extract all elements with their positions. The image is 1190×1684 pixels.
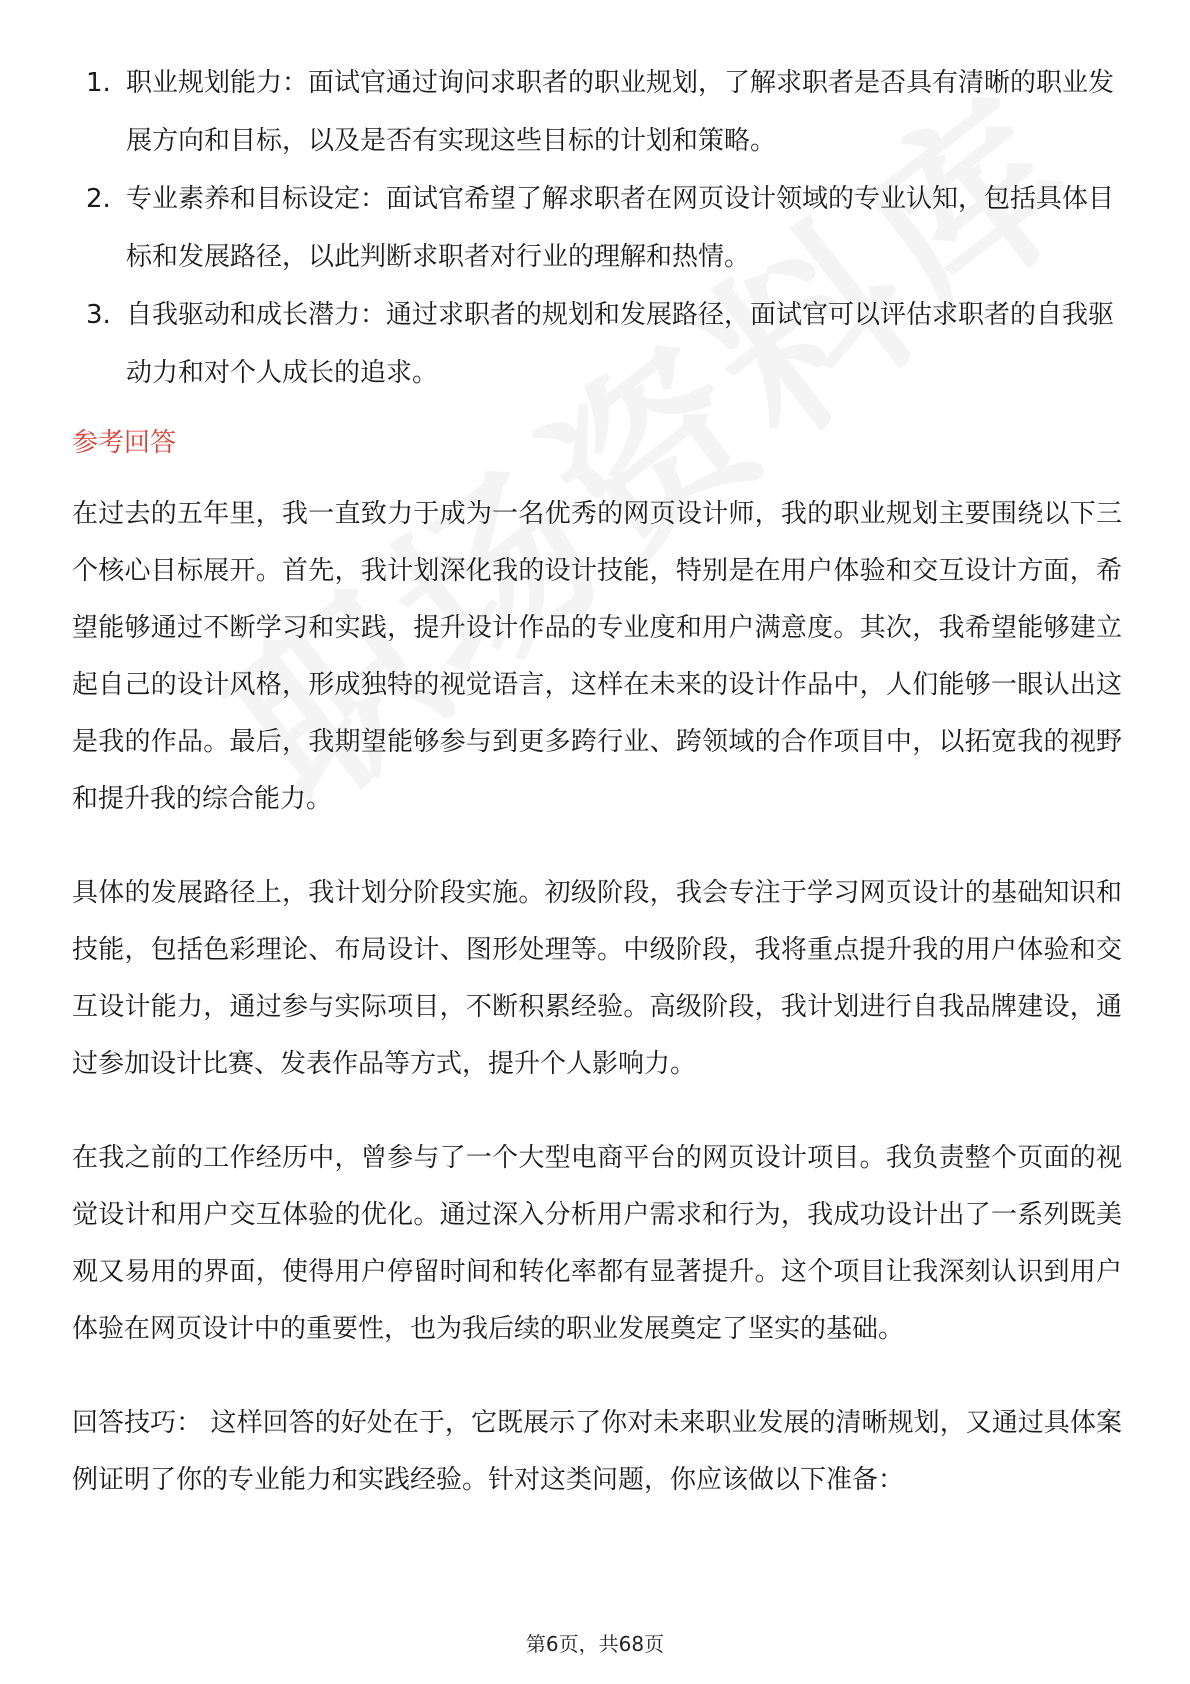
list-marker: 1.	[86, 68, 111, 98]
list-item-text: 职业规划能力：面试官通过询问求职者的职业规划，了解求职者是否具有清晰的职业发展方向和目标，以及是否有实现这些目标的计划和策略。	[126, 68, 1115, 156]
answer-paragraph: 在过去的五年里，我一直致力于成为一名优秀的网页设计师，我的职业规划主要围绕以下三个核心目标展开。首先，我计划深化我的设计技能，特别是在用户体验和交互设计方面，希望能够通过不断学习和实践，提升设计作品的专业度和用户满意度。其次，我希望能够建立起自己的设计风格，形成独特的视觉语言，这样在未来的设计作品中，人们能够一眼认出这是我的作品。最后，我期望能够参与到更多跨行业、跨领域的合作项目中，以拓宽我的视野和提升我的综合能力。	[72, 499, 1122, 814]
page-content	[72, 54, 1122, 1546]
list-item	[72, 286, 1122, 402]
tips-paragraph: 回答技巧： 这样回答的好处在于，它既展示了你对未来职业发展的清晰规划，又通过具体案例证明了你的专业能力和实践经验。针对这类问题，你应该做以下准备：	[72, 1408, 1122, 1495]
section-title: 参考回答	[72, 428, 177, 458]
list-item-text: 专业素养和目标设定：面试官希望了解求职者在网页设计领域的专业认知，包括具体目标和发展路径，以此判断求职者对行业的理解和热情。	[126, 184, 1115, 272]
numbered-list	[72, 54, 1122, 402]
page-footer: 第6页，共68页	[525, 1632, 665, 1656]
list-marker: 3.	[86, 300, 111, 330]
answer-paragraph: 具体的发展路径上，我计划分阶段实施。初级阶段，我会专注于学习网页设计的基础知识和技能，包括色彩理论、布局设计、图形处理等。中级阶段，我将重点提升我的用户体验和交互设计能力，通过参与实际项目，不断积累经验。高级阶段，我计划进行自我品牌建设，通过参加设计比赛、发表作品等方式，提升个人影响力。	[72, 878, 1122, 1079]
list-marker: 2.	[86, 184, 111, 214]
list-item	[72, 170, 1122, 286]
answer-paragraph: 在我之前的工作经历中，曾参与了一个大型电商平台的网页设计项目。我负责整个页面的视觉设计和用户交互体验的优化。通过深入分析用户需求和行为，我成功设计出了一系列既美观又易用的界面，使得用户停留时间和转化率都有显著提升。这个项目让我深刻认识到用户体验在网页设计中的重要性，也为我后续的职业发展奠定了坚实的基础。	[72, 1143, 1122, 1344]
list-item	[72, 54, 1122, 170]
list-item-text: 自我驱动和成长潜力：通过求职者的规划和发展路径，面试官可以评估求职者的自我驱动力和对个人成长的追求。	[126, 300, 1115, 388]
